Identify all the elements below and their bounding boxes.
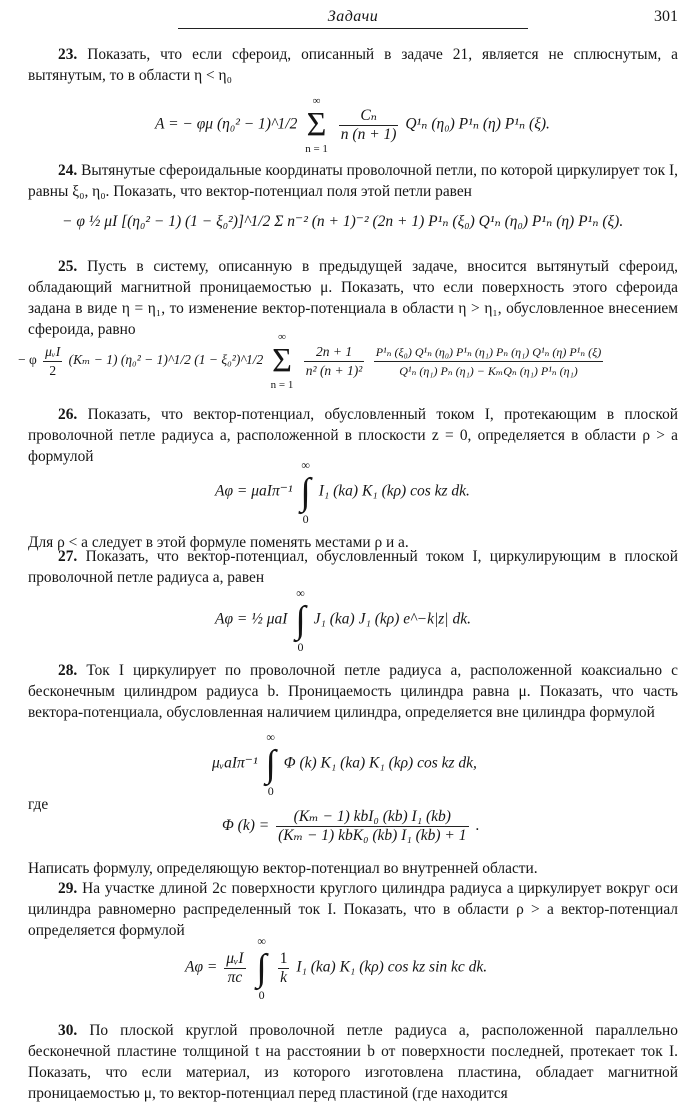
note-text: Написать формулу, определяющую вектор-потенциал во внутренней области. [28, 860, 538, 877]
problem-text: Показать, что вектор-потенциал, обусловленный током I, циркулирующим в плоской проволочной петле радиуса a, равен [28, 548, 678, 586]
sum-operator: ∞ Σ n = 1 [305, 95, 328, 155]
formula-27 [215, 586, 471, 654]
problem-30 [28, 1020, 678, 1104]
integral-upper: ∞ [266, 730, 275, 744]
page-number: 301 [654, 8, 678, 25]
formula-23 [155, 94, 550, 156]
fraction-denominator: Q¹ₙ (η₁) Pₙ (η₁) − KₘQₙ (η₁) P¹ₙ (η₁) [399, 363, 578, 378]
fraction-denominator: k [280, 968, 288, 986]
fraction-numerator: Cₙ [339, 107, 399, 126]
fraction-denominator: πc [227, 968, 243, 986]
formula-24 [62, 212, 623, 231]
problem-25 [28, 256, 678, 340]
fraction-denominator: (Kₘ − 1) kbK₀ (kb) I₁ (kb) + 1 [278, 827, 467, 844]
fraction-denominator: n (n + 1) [340, 125, 397, 143]
note-28 [28, 858, 678, 879]
integral-upper: ∞ [296, 586, 305, 600]
problem-28 [28, 660, 678, 723]
fraction-prefactor [224, 950, 245, 987]
formula-28 [212, 730, 477, 798]
fraction-inverse-k [278, 950, 290, 987]
problem-number: 25. [58, 258, 78, 275]
sum-lower: n = 1 [270, 379, 294, 391]
problem-text: Показать, что если сфероид, описанный в задаче 21, является не сплюснутым, а вытянутым, то в области η < η₀ [28, 46, 678, 84]
problem-number: 23. [58, 46, 78, 63]
formula-lhs: Φ (k) = [222, 817, 270, 835]
fraction-numerator: 1 [279, 949, 288, 967]
formula-lhs: Aφ = μaIπ⁻¹ [215, 482, 293, 500]
problem-number: 26. [58, 406, 78, 423]
problem-27 [28, 546, 678, 588]
formula-rhs: I₁ (ka) K₁ (kρ) cos kz sin kc dk. [296, 958, 488, 976]
fraction-numerator: μᵥI [226, 949, 244, 967]
formula-rhs: I₁ (ka) K₁ (kρ) cos kz dk. [318, 482, 470, 500]
integral-operator: ∞ ∫ 0 [265, 730, 276, 798]
problem-text: На участке длиной 2c поверхности круглого цилиндра радиуса a циркулирует вокруг оси цилиндра равномерно распределенный ток I. Показать, что в области ρ > a вектор-потенциал определяется формулой [28, 880, 678, 939]
formula-25: − φ $\frac{\text{μᵥI}}{2}$ (Kₘ − 1) (η₀² − 1)^1/2 (1 − ξ₀²)^1/2 ∞ Σ n = 1 $\frac{2n + 1}{\text{n² (n + 1)²}}$ $\frac{\text{P¹ₙ (ξ₀) Q¹ₙ (η₀) P¹ₙ (η₁) Pₙ (η₁) Q¹ₙ (η) P¹ₙ (ξ)}}{\text{Q¹ₙ (η₁) Pₙ (η₁) − KₘQₙ (η₁) P¹ₙ (η₁)}}$ [18, 331, 602, 391]
sum-lower: n = 1 [305, 143, 328, 155]
fraction-denominator: 2 [49, 362, 57, 378]
fraction-denominator: n² (n + 1)² [305, 362, 363, 378]
formula-tail: Q¹ₙ (η₀) P¹ₙ (η) P¹ₙ (ξ). [405, 115, 550, 133]
formula-body: − φ ½ μI [(η₀² − 1) (1 − ξ₀²)]^1/2 Σ n⁻² (n + 1)⁻² (2n + 1) P¹ₙ (ξ₀) Q¹ₙ (η₀) P¹ₙ (η) P¹ₙ (ξ). [62, 213, 624, 230]
integral-lower: 0 [302, 512, 309, 526]
formula-lhs: Aφ = [185, 958, 218, 976]
header-rule [178, 28, 528, 29]
formula-lhs: μᵥaIπ⁻¹ [212, 754, 258, 772]
integral-operator: ∞ ∫ 0 [295, 586, 306, 654]
sum-operator: ∞ Σ n = 1 [270, 331, 294, 391]
formula-lhs: A = − φμ (η₀² − 1)^1/2 [155, 115, 298, 133]
fraction-coefficient [304, 343, 365, 380]
integral-lower: 0 [267, 784, 274, 798]
fraction [339, 107, 399, 144]
formula-29 [185, 934, 487, 1002]
integral-operator: ∞ ∫ 0 [300, 458, 311, 526]
problem-number: 27. [58, 548, 78, 565]
formula-lhs: Aφ = ½ μaI [215, 610, 288, 628]
integral-lower: 0 [258, 988, 265, 1002]
problem-number: 29. [58, 880, 78, 897]
fraction [276, 808, 468, 845]
fraction-legendre [374, 343, 604, 380]
fraction-lhs [43, 343, 62, 380]
fraction-numerator: P¹ₙ (ξ₀) Q¹ₙ (η₀) P¹ₙ (η₁) Pₙ (η₁) Q¹ₙ (η) P¹ₙ (ξ) [374, 343, 604, 362]
problem-text: Ток I циркулирует по проволочной петле радиуса a, расположенной коаксиально с бесконечным цилиндром радиуса b. Проницаемость цилиндра равна μ. Показать, что часть вектора-потенциала, обусловленная наличием цилиндра, определяется вне цилиндра формулой [28, 662, 678, 721]
sum-upper: ∞ [312, 95, 321, 107]
problem-number: 30. [58, 1022, 78, 1039]
fraction-numerator: 2n + 1 [304, 343, 365, 362]
fraction-numerator: μᵥI [43, 343, 62, 362]
problem-text: По плоской круглой проволочной петле радиуса a, расположенной параллельно бесконечной пластине толщиной t на расстоянии b от поверхности последней, протекает ток I. Показать, что если материал, из которого изготовлена пластина, обладает магнитной проницаемостью μ, то вектор-потенциал перед пластиной (где находится [28, 1022, 678, 1102]
note-text: Для ρ < a следует в этой формуле поменять местами ρ и a. [28, 534, 409, 551]
formula-26 [215, 458, 470, 526]
integral-lower: 0 [297, 640, 304, 654]
running-title: Задачи [327, 8, 379, 25]
integral-upper: ∞ [301, 458, 310, 472]
problem-text: Пусть в систему, описанную в предыдущей задаче, вносится вытянутый сфероид, обладающий магнитной проницаемостью μ. Показать, что если поверхность этого сфероида задана в виде η = η₁, то изменение вектор-потенциала в области η > η₁, обусловленное внесением сфероида, равно [28, 258, 678, 338]
page-header [28, 6, 678, 30]
integral-operator: ∞ ∫ 0 [256, 934, 267, 1002]
problem-29 [28, 878, 678, 941]
problem-number: 28. [58, 662, 78, 679]
problem-number: 24. [58, 162, 78, 179]
where-label: где [28, 796, 49, 813]
formula-rhs: Φ (k) K₁ (ka) K₁ (kρ) cos kz dk, [283, 754, 477, 772]
problem-text: Показать, что вектор-потенциал, обусловленный током I, протекающим в плоской проволочной петле радиуса a, расположенной в плоскости z = 0, определяется в области ρ > a формулой [28, 406, 678, 465]
formula-28-phi: Φ (k) = $\frac{\text{(Kₘ − 1) kbI₀ (kb) I₁ (kb)}}{\text{(Kₘ − 1) kbK₀ (kb) I₁ (kb) + 1}}$ . [222, 808, 480, 844]
problem-text: Вытянутые сфероидальные координаты проволочной петли, по которой циркулирует ток I, равны ξ₀, η₀. Показать, что вектор-потенциал поля этой петли равен [28, 162, 678, 200]
fraction-numerator: (Kₘ − 1) kbI₀ (kb) I₁ (kb) [276, 808, 468, 827]
integral-upper: ∞ [257, 934, 266, 948]
problem-24 [28, 160, 678, 202]
formula-rhs: J₁ (ka) J₁ (kρ) e^−k|z| dk. [313, 610, 471, 628]
formula-factor: (Kₘ − 1) (η₀² − 1)^1/2 (1 − ξ₀²)^1/2 [68, 352, 264, 368]
sum-upper: ∞ [278, 331, 286, 343]
problem-23 [28, 44, 678, 86]
